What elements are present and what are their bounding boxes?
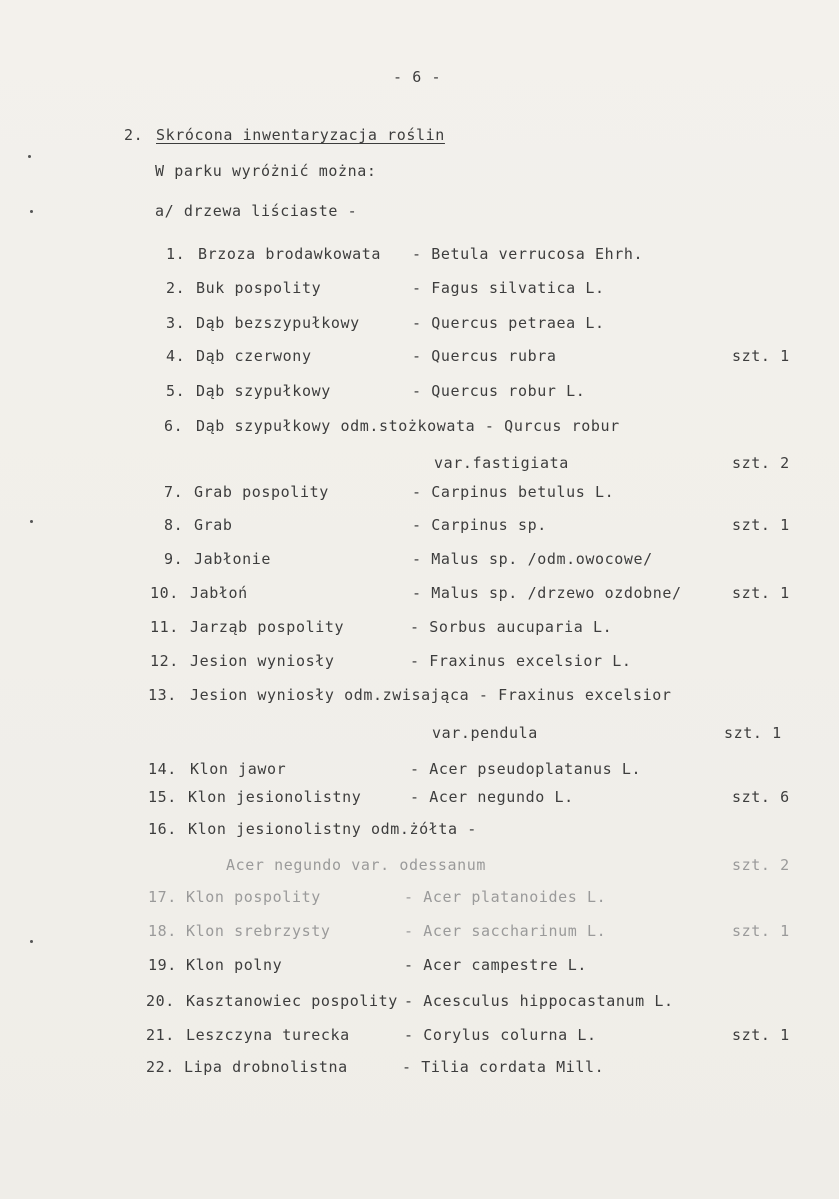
entry-latin-name: - Malus sp. /odm.owocowe/ [412, 550, 653, 568]
entry-number: 6. [164, 417, 184, 435]
page-number: - 6 - [393, 68, 442, 86]
entry-number: 14. [148, 760, 177, 778]
entry-number: 16. [148, 820, 177, 838]
section-number: 2. [124, 126, 144, 144]
entry-number: 9. [164, 550, 184, 568]
entry-number: 12. [150, 652, 179, 670]
entry-number: 4. [166, 347, 186, 365]
entry-latin-name: var.pendula [432, 724, 538, 742]
entry-number: 15. [148, 788, 177, 806]
entry-polish-name: Kasztanowiec pospolity [186, 992, 398, 1010]
entry-count: szt. 1 [732, 584, 790, 602]
entry-number: 18. [148, 922, 177, 940]
entry-number: 21. [146, 1026, 175, 1044]
entry-latin-name: - Betula verrucosa Ehrh. [412, 245, 644, 263]
entry-polish-name: Leszczyna turecka [186, 1026, 350, 1044]
entry-latin-name: - Quercus rubra [412, 347, 557, 365]
entry-latin-name: - Corylus colurna L. [404, 1026, 597, 1044]
entry-polish-name: Grab [194, 516, 233, 534]
entry-number: 3. [166, 314, 186, 332]
entry-count: szt. 2 [732, 454, 790, 472]
entry-latin-name: - Quercus robur L. [412, 382, 586, 400]
entry-number: 10. [150, 584, 179, 602]
entry-polish-name: Buk pospolity [196, 279, 322, 297]
entry-latin-name: - Acer saccharinum L. [404, 922, 607, 940]
entry-number: 22. [146, 1058, 175, 1076]
entry-latin-name: - Acer pseudoplatanus L. [410, 760, 642, 778]
margin-dot [30, 210, 33, 213]
entry-polish-name: Klon jesionolistny [188, 788, 362, 806]
entry-count: szt. 2 [732, 856, 790, 874]
entry-polish-name: Dąb czerwony [196, 347, 312, 365]
entry-number: 11. [150, 618, 179, 636]
entry-polish-name: Brzoza brodawkowata [198, 245, 381, 263]
entry-latin-name: - Acer negundo L. [410, 788, 574, 806]
entry-polish-name: Dąb szypułkowy odm.stożkowata - Qurcus robur [196, 417, 620, 435]
entry-polish-name: Klon jesionolistny odm.żółta - [188, 820, 477, 838]
entry-number: 19. [148, 956, 177, 974]
entry-polish-name: Jesion wyniosły odm.zwisająca - Fraxinus excelsior [190, 686, 672, 704]
entry-count: szt. 6 [732, 788, 790, 806]
entry-count: szt. 1 [732, 516, 790, 534]
entry-latin-name: var.fastigiata [434, 454, 569, 472]
entry-number: 1. [166, 245, 186, 263]
entry-latin-name: - Malus sp. /drzewo ozdobne/ [412, 584, 682, 602]
entry-latin-name: - Fraxinus excelsior L. [410, 652, 632, 670]
entry-polish-name: Acer negundo var. odessanum [226, 856, 487, 874]
entry-number: 8. [164, 516, 184, 534]
entry-latin-name: - Acesculus hippocastanum L. [404, 992, 674, 1010]
entry-latin-name: - Carpinus sp. [412, 516, 547, 534]
entry-polish-name: Klon pospolity [186, 888, 321, 906]
entry-polish-name: Dąb szypułkowy [196, 382, 331, 400]
entry-count: szt. 1 [732, 347, 790, 365]
entry-number: 17. [148, 888, 177, 906]
entry-polish-name: Grab pospolity [194, 483, 329, 501]
entry-number: 20. [146, 992, 175, 1010]
entry-polish-name: Jesion wyniosły [190, 652, 335, 670]
entry-number: 7. [164, 483, 184, 501]
entry-latin-name: - Quercus petraea L. [412, 314, 605, 332]
margin-dot [28, 155, 31, 158]
entry-polish-name: Jabłoń [190, 584, 248, 602]
entry-polish-name: Klon srebrzysty [186, 922, 331, 940]
section-title: Skrócona inwentaryzacja roślin [156, 126, 445, 144]
margin-dot [30, 940, 33, 943]
entry-number: 5. [166, 382, 186, 400]
entry-polish-name: Dąb bezszypułkowy [196, 314, 360, 332]
entry-polish-name: Klon jawor [190, 760, 287, 778]
entry-count: szt. 1 [724, 724, 782, 742]
entry-polish-name: Jarząb pospolity [190, 618, 345, 636]
entry-polish-name: Jabłonie [194, 550, 272, 568]
entry-latin-name: - Tilia cordata Mill. [402, 1058, 605, 1076]
entry-latin-name: - Acer platanoides L. [404, 888, 607, 906]
margin-dot [30, 520, 33, 523]
entry-latin-name: - Fagus silvatica L. [412, 279, 605, 297]
entry-polish-name: Lipa drobnolistna [184, 1058, 348, 1076]
entry-polish-name: Klon polny [186, 956, 283, 974]
entry-latin-name: - Carpinus betulus L. [412, 483, 615, 501]
entry-latin-name: - Acer campestre L. [404, 956, 587, 974]
entry-latin-name: - Sorbus aucuparia L. [410, 618, 613, 636]
entry-number: 2. [166, 279, 186, 297]
entry-count: szt. 1 [732, 1026, 790, 1044]
entry-number: 13. [148, 686, 177, 704]
entry-count: szt. 1 [732, 922, 790, 940]
subsection-heading: a/ drzewa liściaste - [155, 202, 358, 220]
intro-text: W parku wyróżnić można: [155, 162, 377, 180]
